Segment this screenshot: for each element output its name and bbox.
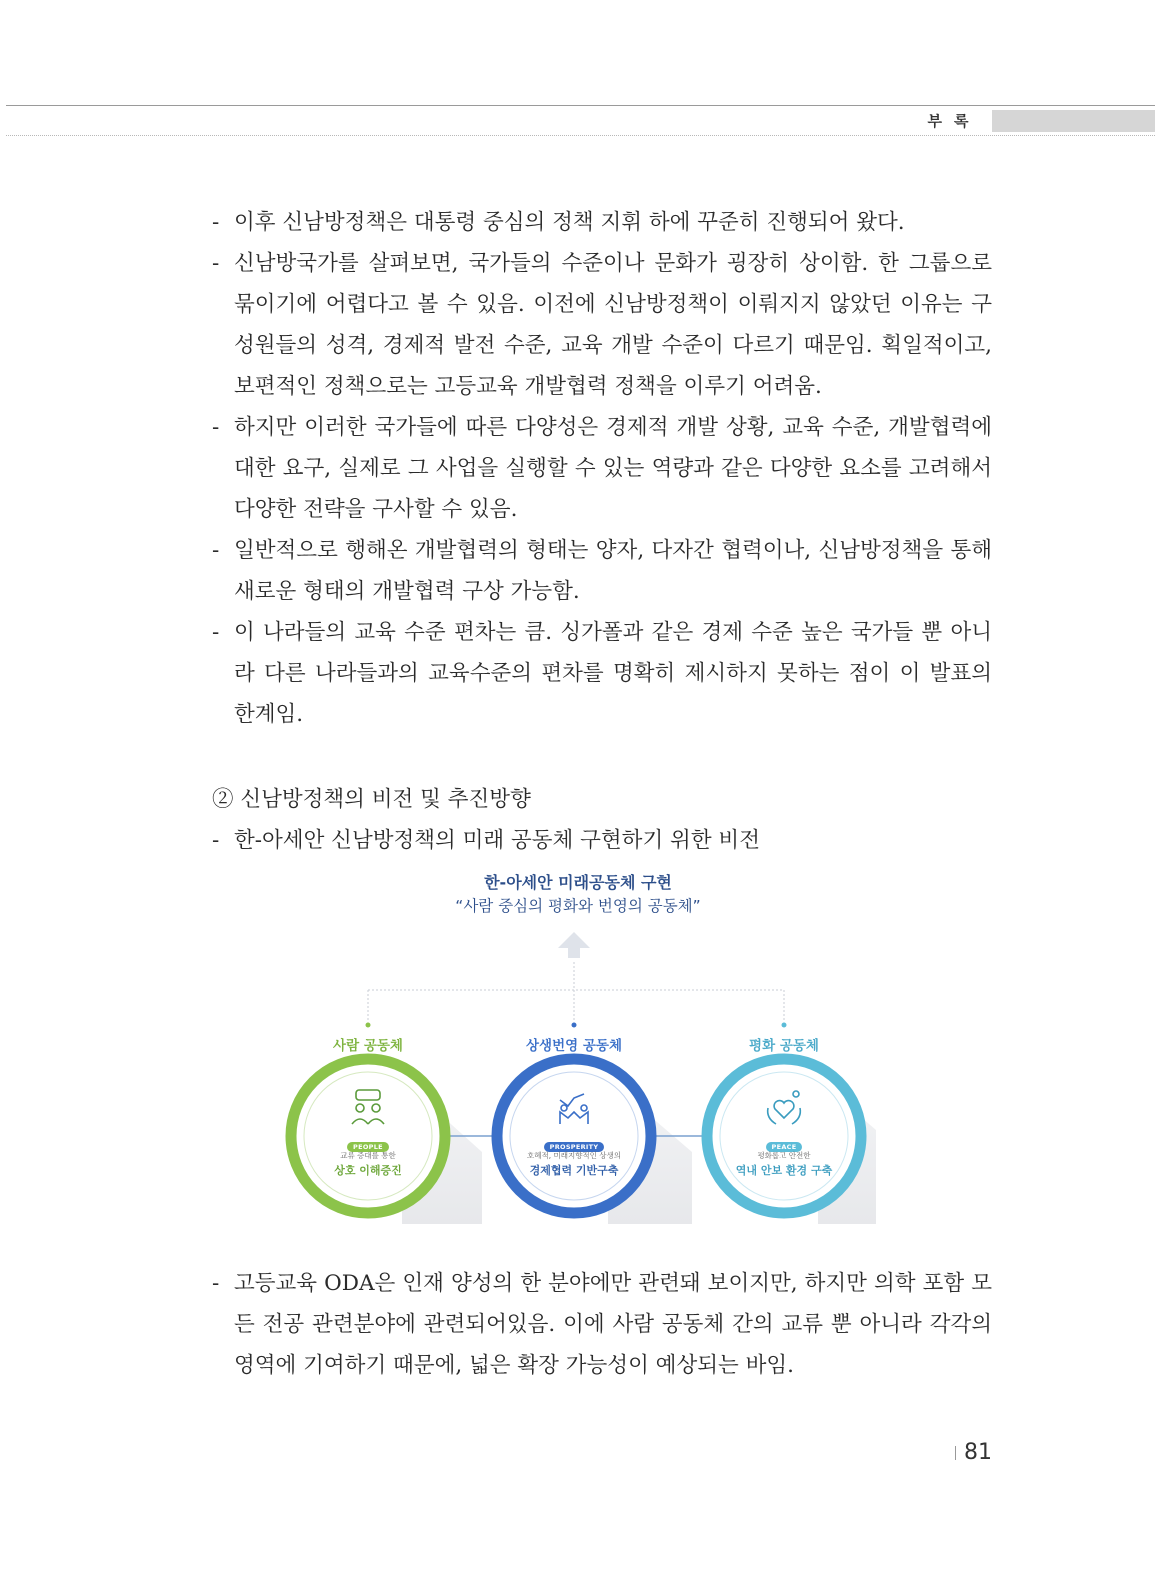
diagram-subtitle: “사람 중심의 평화와 번영의 공동체” — [455, 897, 701, 915]
pillar-main-peace: 역내 안보 환경 구축 — [735, 1164, 833, 1177]
header-section-label: 부록 — [927, 112, 981, 130]
header-rule — [6, 105, 1155, 106]
bullet-item: - 이후 신남방정책은 대통령 중심의 정책 지휘 하에 꾸준히 진행되어 왔다. — [212, 210, 905, 235]
header-gray-bar — [992, 110, 1155, 132]
connector-lines — [368, 962, 784, 1022]
bullet-item: - 하지만 이러한 국가들에 따른 다양성은 경제적 개발 상황, 교육 수준, 개발협력에 대한 요구, 실제로 그 사업을 실행할 수 있는 역량과 같은 다양한 요소를 고려해서 다양한 전략을 구사할 수 있음. — [212, 415, 992, 522]
page-number: 81 — [955, 1440, 992, 1465]
section-heading: ② 신남방정책의 비전 및 추진방향 — [212, 787, 531, 812]
dot-marker — [782, 1023, 787, 1028]
header-dotted-rule — [6, 135, 1155, 136]
bullet-item: - 신남방국가를 살펴보면, 국가들의 수준이나 문화가 굉장히 상이함. 한 그룹으로 묶이기에 어렵다고 볼 수 있음. 이전에 신남방정책이 이뤄지지 않았던 이유는 구성원들의 성격, 경제적 발전 수준, 교육 개발 수준이 다르기 때문임. 획일적이고, 보편적인 정책으로는 고등교육 개발협력 정책을 이루기 어려움. — [212, 251, 992, 399]
vision-section — [212, 779, 992, 861]
dot-marker — [366, 1023, 371, 1028]
badge-people: PEOPLE — [278, 1134, 458, 1153]
bullet-item: - 일반적으로 행해온 개발협력의 형태는 양자, 다자간 협력이나, 신남방정책을 통해 새로운 형태의 개발협력 구상 가능함. — [212, 538, 992, 604]
badge-prosperity: PROSPERITY — [484, 1134, 664, 1153]
up-arrow-icon — [558, 932, 590, 958]
badge-peace: PEACE — [694, 1134, 874, 1153]
pillar-label-peace: 평화 공동체 — [749, 1038, 819, 1054]
bottom-bullet-list — [212, 1263, 992, 1386]
bullet-item: - 고등교육 ODA은 인재 양성의 한 분야에만 관련돼 보이지만, 하지만 의학 포함 모든 전공 관련분야에 관련되어있음. 이에 사람 공동체 간의 교류 뿐 아니라 각각의 영역에 기여하기 때문에, 넓은 확장 가능성이 예상되는 바임. — [212, 1271, 992, 1378]
pillar-small-people: 교류 증대를 통한 — [340, 1151, 396, 1160]
pillar-small-prosperity: 호혜적, 미래지향적인 상생의 — [526, 1151, 622, 1160]
pillar-main-people: 상호 이해증진 — [334, 1164, 402, 1177]
pillar-main-prosperity: 경제협력 기반구축 — [529, 1164, 619, 1177]
pillar-label-people: 사람 공동체 — [333, 1038, 403, 1054]
pillar-label-prosperity: 상생번영 공동체 — [526, 1038, 622, 1054]
pillar-small-peace: 평화롭고 안전한 — [757, 1151, 811, 1160]
bullet-item: - 이 나라들의 교육 수준 편차는 큼. 싱가폴과 같은 경제 수준 높은 국가들 뿐 아니라 다른 나라들과의 교육수준의 편차를 명확히 제시하지 못하는 점이 이 발표의 한계임. — [212, 620, 992, 727]
dot-marker — [572, 1023, 577, 1028]
vision-diagram — [272, 862, 884, 1230]
diagram-title: 한-아세안 미래공동체 구현 — [484, 873, 672, 892]
top-bullet-list — [212, 202, 992, 735]
bullet-item: - 한-아세안 신남방정책의 미래 공동체 구현하기 위한 비전 — [212, 828, 760, 853]
